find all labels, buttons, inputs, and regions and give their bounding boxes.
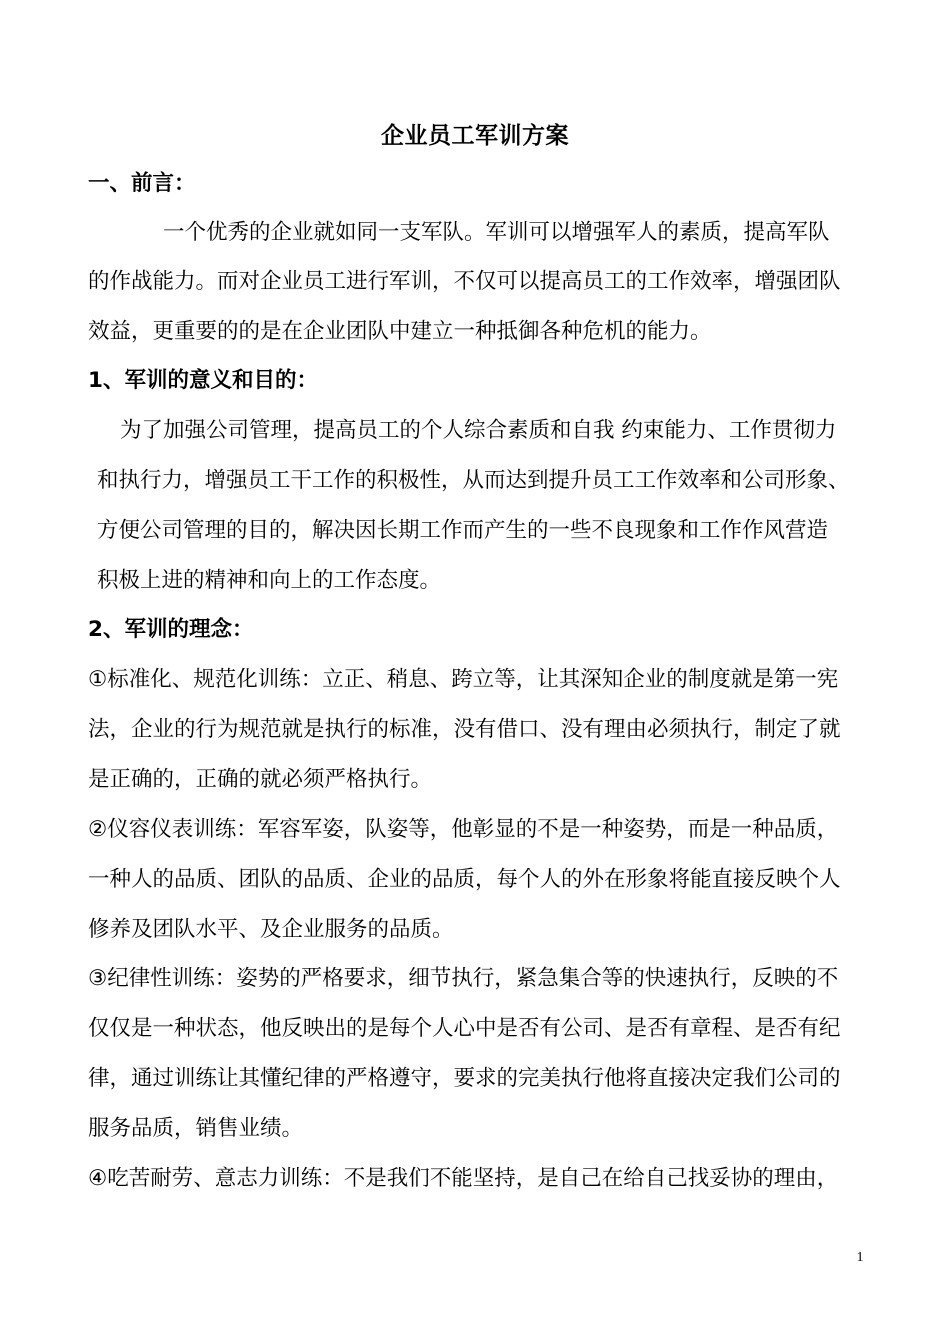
heading-philosophy: 2、军训的理念： [88,617,254,642]
paragraph-line: 是正确的，正确的就必须严格执行。 [88,767,433,792]
paragraph-line: ①标准化、规范化训练：立正、稍息、跨立等，让其深知企业的制度就是第一宪 [88,667,839,692]
paragraph-line: 仅仅是一种状态，他反映出的是每个人心中是否有公司、是否有章程、是否有纪 [88,1016,841,1041]
paragraph-line: 效益，更重要的的是在企业团队中建立一种抵御各种危机的能力。 [88,319,712,344]
paragraph-line: ③纪律性训练：姿势的严格要求，细节执行，紧急集合等的快速执行，反映的不 [88,966,839,991]
paragraph-line: 为了加强公司管理，提高员工的个人综合素质和自我 约束能力、工作贯彻力 [120,418,837,443]
document-title: 企业员工军训方案 [381,123,569,149]
paragraph-line: 律，通过训练让其懂纪律的严格遵守，要求的完美执行他将直接决定我们公司的 [88,1066,841,1091]
paragraph-line: ②仪容仪表训练：军容军姿，队姿等，他彰显的不是一种姿势，而是一种品质， [88,817,839,842]
paragraph-line: 积极上进的精神和向上的工作态度。 [97,568,442,593]
paragraph-line: ④吃苦耐劳、意志力训练：不是我们不能坚持，是自己在给自己找妥协的理由， [88,1166,839,1191]
paragraph-line: 一种人的品质、团队的品质、企业的品质，每个人的外在形象将能直接反映个人 [88,867,841,892]
paragraph-line: 修养及团队水平、及企业服务的品质。 [88,917,454,942]
paragraph-line: 服务品质，销售业绩。 [88,1116,304,1141]
paragraph-line: 一个优秀的企业就如同一支军队。军训可以增强军人的素质，提高军队 [163,220,830,245]
paragraph-line: 的作战能力。而对企业员工进行军训，不仅可以提高员工的工作效率，增强团队 [88,269,841,294]
heading-significance-purpose: 1、军训的意义和目的： [88,368,318,393]
paragraph-line: 和执行力，增强员工干工作的积极性，从而达到提升员工工作效率和公司形象、 [97,468,850,493]
page-number: 1 [856,1250,864,1265]
paragraph-line: 方便公司管理的目的，解决因长期工作而产生的一些不良现象和工作作风营造 [97,518,829,543]
paragraph-line: 法，企业的行为规范就是执行的标准，没有借口、没有理由必须执行，制定了就 [88,717,841,742]
heading-preface: 一、前言： [88,171,196,196]
